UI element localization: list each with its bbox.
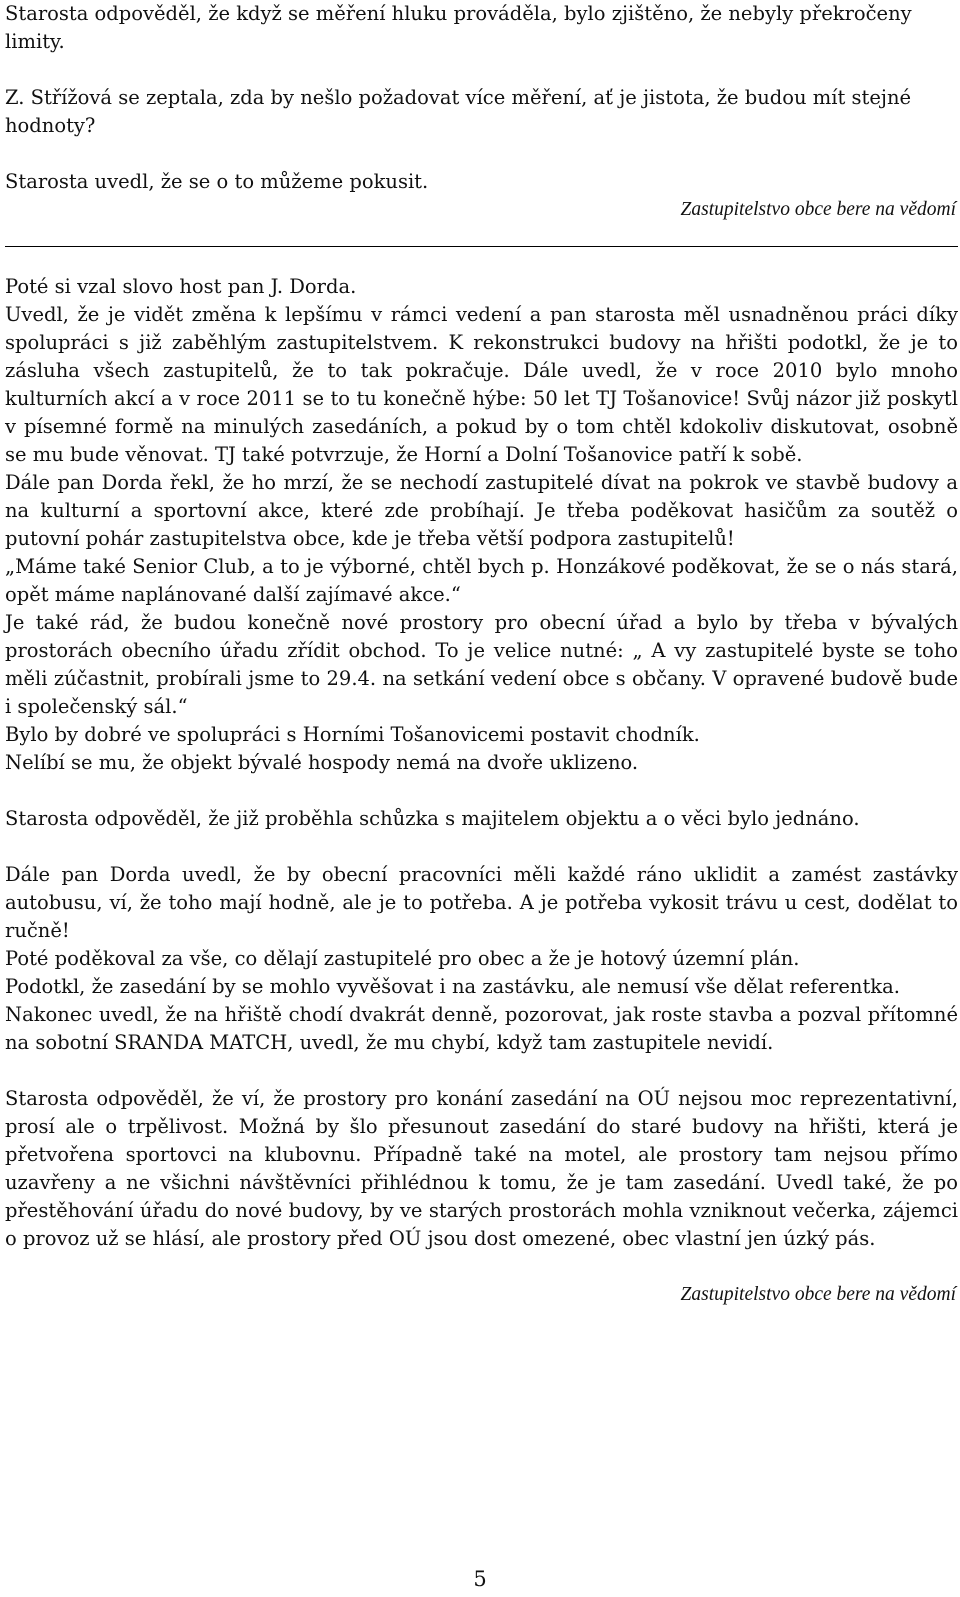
paragraph-dorda-5: Nelíbí se mu, že objekt bývalé hospody nemá na dvoře uklizeno. <box>5 751 639 774</box>
paragraph-dorda-quote: „Máme také Senior Club, a to je výborné, chtěl bych p. Honzákové poděkovat, že se o nás stará, opět máme naplánované další zajímavé akce.“ <box>5 555 958 606</box>
resolution-note-2: Zastupitelstvo obce bere na vědomí <box>680 1284 956 1305</box>
paragraph-dorda-intro: Poté si vzal slovo host pan J. Dorda. <box>5 275 357 298</box>
page-number: 5 <box>473 1567 487 1591</box>
paragraph-intro-1: Starosta odpověděl, že když se měření hluku prováděla, bylo zjištěno, že nebyly překročeny limity. <box>5 2 912 53</box>
paragraph-dorda-9: Nakonec uvedl, že na hřiště chodí dvakrát denně, pozorovat, jak roste stavba a pozval přítomné na sobotní SRANDA MATCH, uvedl, že mu chybí, když tam zastupitele nevidí. <box>5 1003 958 1054</box>
paragraph-dorda-4: Bylo by dobré ve spolupráci s Horními Tošanovicemi postavit chodník. <box>5 723 700 746</box>
document-page <box>5 0 958 1597</box>
spacer <box>5 1057 958 1085</box>
paragraph-intro-2: Z. Střížová se zeptala, zda by nešlo požadovat více měření, ať je jistota, že budou mít stejné hodnoty? <box>5 86 912 137</box>
spacer <box>5 224 958 246</box>
paragraph-intro-3: Starosta uvedl, že se o to můžeme pokusit. <box>5 170 429 193</box>
paragraph-dorda-8: Podotkl, že zasedání by se mohlo vyvěšovat i na zastávku, ale nemusí vše dělat referentka. <box>5 975 900 998</box>
spacer <box>5 1253 958 1281</box>
spacer <box>5 56 958 84</box>
resolution-note-1: Zastupitelstvo obce bere na vědomí <box>680 199 956 220</box>
paragraph-mayor-reply-1: Starosta odpověděl, že již proběhla schůzka s majitelem objektu a o věci bylo jednáno. <box>5 807 860 830</box>
spacer <box>5 140 958 168</box>
paragraph-dorda-6: Dále pan Dorda uvedl, že by obecní pracovníci měli každé ráno uklidit a zamést zastávky autobusu, ví, že toho mají hodně, ale je to potřeba. A je potřeba vykosit trávu u cest, dodělat to ručně! <box>5 863 958 942</box>
paragraph-mayor-reply-2: Starosta odpověděl, že ví, že prostory pro konání zasedání na OÚ nejsou moc reprezentativní, prosí ale o trpělivost. Možná by šlo přesunout zasedání do staré budovy na hřišti, která je přetvořena sportovci na klubovnu. Případně také na motel, ale prostory tam nejsou přímo uzavřeny a ne všichni návštěvníci přihlédnou k tomu, že je tam zasedání. Uvedl také, že po přestěhování úřadu do nové budovy, by ve starých prostorách mohla vzniknout večerka, zájemci o provoz už se hlásí, ale prostory před OÚ jsou dost omezené, obec vlastní jen úzký pás. <box>5 1087 958 1250</box>
spacer <box>5 777 958 805</box>
spacer <box>5 833 958 861</box>
spacer <box>5 247 958 273</box>
paragraph-dorda-2: Dále pan Dorda řekl, že ho mrzí, že se nechodí zastupitelé dívat na pokrok ve stavbě budovy a na kulturní a sportovní akce, které zde probíhají. Je třeba poděkovat hasičům za soutěž o putovní pohár zastupitelstva obce, kde je třeba větší podpora zastupitelů! <box>5 471 958 550</box>
paragraph-dorda-7: Poté poděkoval za vše, co dělají zastupitelé pro obec a že je hotový územní plán. <box>5 947 800 970</box>
paragraph-dorda-3: Je také rád, že budou konečně nové prostory pro obecní úřad a bylo by třeba v bývalých prostorách obecního úřadu zřídit obchod. To je velice nutné: „ A vy zastupitelé byste se toho měli zúčastnit, probírali jsme to 29.4. na setkání vedení obce s občany. V opravené budově bude i společenský sál.“ <box>5 611 958 718</box>
paragraph-dorda-1: Uvedl, že je vidět změna k lepšímu v rámci vedení a pan starosta měl usnadněnou práci díky spolupráci s již zaběhlým zastupitelstvem. K rekonstrukci budovy na hřišti podotkl, že je to zásluha všech zastupitelů, že to tak pokračuje. Dále uvedl, že v roce 2010 bylo mnoho kulturních akcí a v roce 2011 se to tu konečně hýbe: 50 let TJ Tošanovice! Svůj názor již poskytl v písemné formě na minulých zasedáních, a pokud by o tom chtěl kdokoliv diskutovat, osobně se mu bude věnovat. TJ také potvrzuje, že Horní a Dolní Tošanovice patří k sobě. <box>5 303 958 466</box>
